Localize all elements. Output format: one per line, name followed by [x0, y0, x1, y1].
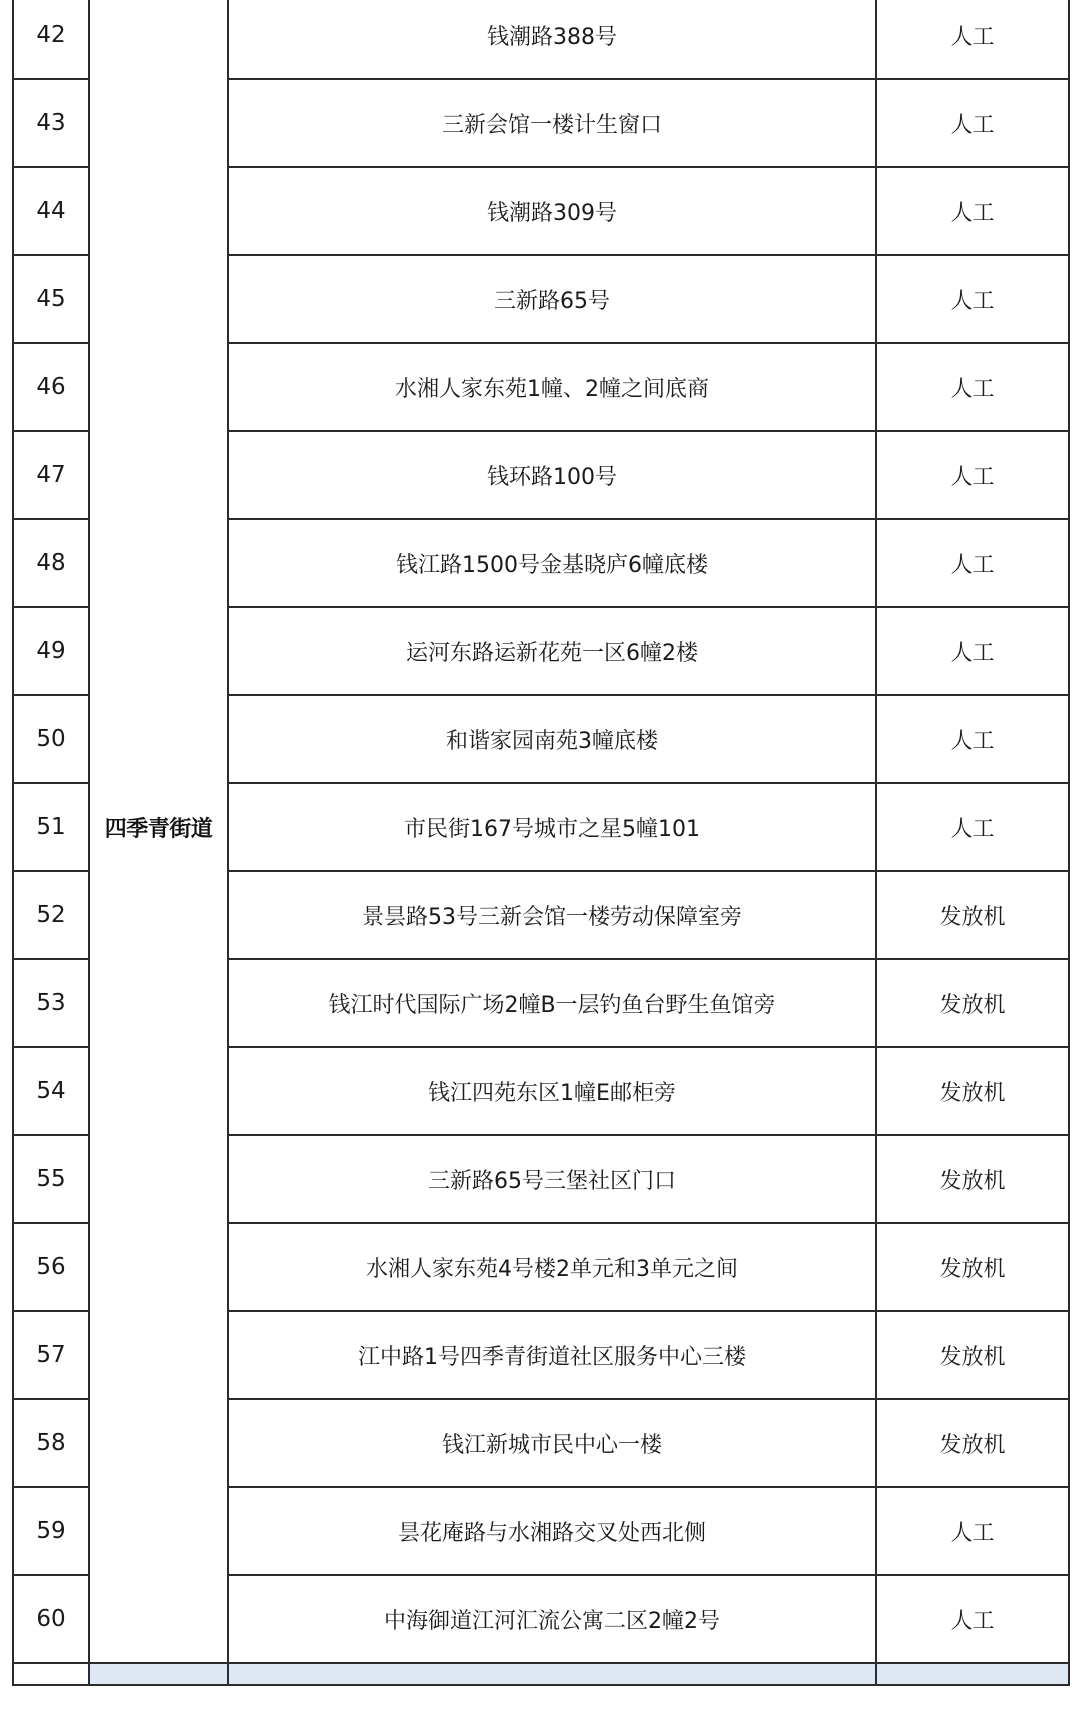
method-cell: 发放机: [876, 1311, 1069, 1399]
method-cell: 发放机: [876, 1135, 1069, 1223]
table-row: [13, 0, 1069, 79]
street-name-cell: 四季青街道: [89, 0, 228, 1663]
address-cell: 水湘人家东苑1幢、2幢之间底商: [228, 343, 876, 431]
row-number: 43: [13, 79, 89, 167]
table-row-partial: [13, 1663, 1069, 1685]
address-cell: 钱环路100号: [228, 431, 876, 519]
row-number: 59: [13, 1487, 89, 1575]
row-number: 53: [13, 959, 89, 1047]
method-cell: [876, 1663, 1069, 1685]
address-cell: 钱江时代国际广场2幢B一层钓鱼台野生鱼馆旁: [228, 959, 876, 1047]
method-cell: 发放机: [876, 1223, 1069, 1311]
address-cell: 钱潮路388号: [228, 0, 876, 79]
method-cell: 人工: [876, 695, 1069, 783]
row-number: 48: [13, 519, 89, 607]
method-cell: 人工: [876, 607, 1069, 695]
address-cell: 三新路65号三堡社区门口: [228, 1135, 876, 1223]
address-cell: 钱江路1500号金基晓庐6幢底楼: [228, 519, 876, 607]
method-cell: 人工: [876, 79, 1069, 167]
row-number: 60: [13, 1575, 89, 1663]
method-cell: 人工: [876, 1575, 1069, 1663]
address-cell: 三新路65号: [228, 255, 876, 343]
address-cell: 江中路1号四季青街道社区服务中心三楼: [228, 1311, 876, 1399]
method-cell: 人工: [876, 1487, 1069, 1575]
row-number: 50: [13, 695, 89, 783]
address-cell: 景昙路53号三新会馆一楼劳动保障室旁: [228, 871, 876, 959]
method-cell: 发放机: [876, 959, 1069, 1047]
method-cell: 人工: [876, 519, 1069, 607]
method-cell: 人工: [876, 167, 1069, 255]
method-cell: 发放机: [876, 871, 1069, 959]
address-cell: 钱潮路309号: [228, 167, 876, 255]
address-cell: 昙花庵路与水湘路交叉处西北侧: [228, 1487, 876, 1575]
address-cell: 和谐家园南苑3幢底楼: [228, 695, 876, 783]
method-cell: 人工: [876, 343, 1069, 431]
address-cell: [228, 1663, 876, 1685]
street-name-cell: [89, 1663, 228, 1685]
row-number: 47: [13, 431, 89, 519]
method-cell: 发放机: [876, 1047, 1069, 1135]
address-cell: 中海御道江河汇流公寓二区2幢2号: [228, 1575, 876, 1663]
address-cell: 市民街167号城市之星5幢101: [228, 783, 876, 871]
method-cell: 人工: [876, 431, 1069, 519]
address-cell: 钱江四苑东区1幢E邮柜旁: [228, 1047, 876, 1135]
address-cell: 水湘人家东苑4号楼2单元和3单元之间: [228, 1223, 876, 1311]
address-cell: 三新会馆一楼计生窗口: [228, 79, 876, 167]
row-number: 55: [13, 1135, 89, 1223]
row-number: 56: [13, 1223, 89, 1311]
row-number: 52: [13, 871, 89, 959]
distribution-points-table: [12, 0, 1070, 1686]
row-number: 46: [13, 343, 89, 431]
row-number: 44: [13, 167, 89, 255]
row-number: 58: [13, 1399, 89, 1487]
row-number: 51: [13, 783, 89, 871]
method-cell: 人工: [876, 783, 1069, 871]
row-number: 54: [13, 1047, 89, 1135]
row-number: [13, 1663, 89, 1685]
row-number: 49: [13, 607, 89, 695]
row-number: 45: [13, 255, 89, 343]
method-cell: 发放机: [876, 1399, 1069, 1487]
distribution-points-table-wrap: [12, 0, 1068, 1686]
method-cell: 人工: [876, 255, 1069, 343]
method-cell: 人工: [876, 0, 1069, 79]
address-cell: 运河东路运新花苑一区6幢2楼: [228, 607, 876, 695]
row-number: 42: [13, 0, 89, 79]
row-number: 57: [13, 1311, 89, 1399]
address-cell: 钱江新城市民中心一楼: [228, 1399, 876, 1487]
